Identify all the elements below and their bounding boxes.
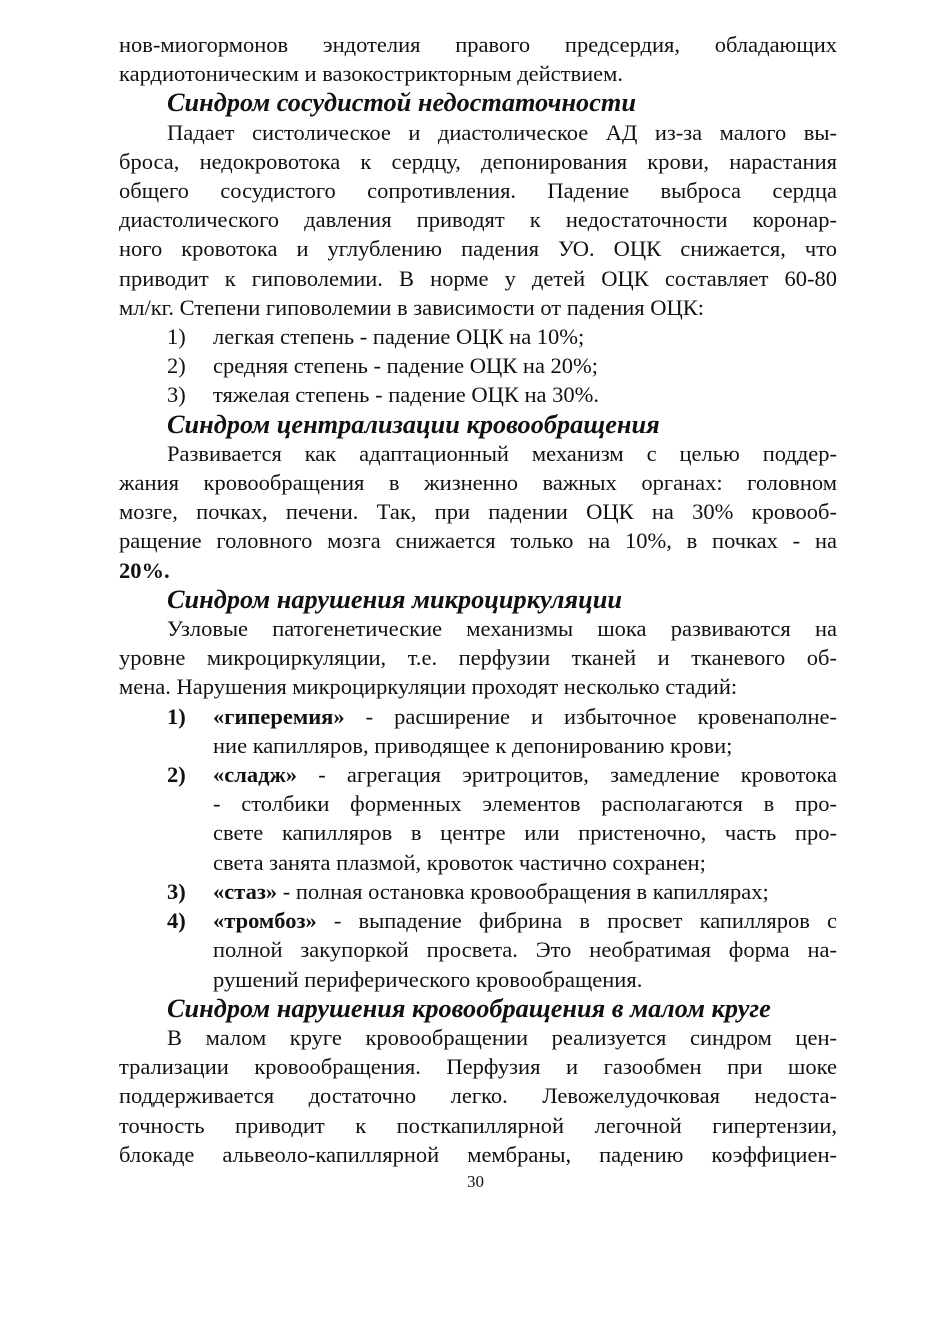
text-line: диастолического давления приводят к недостаточности коронар- [119, 207, 837, 233]
list-number: 2) [167, 762, 186, 788]
stage-text: - расширение и избыточное кровенаполне- [344, 703, 837, 729]
stage-text: - агрегация эритроцитов, замедление кровотока [297, 762, 837, 788]
text-line: мозге, почках, печени. Так, при падении ОЦК на 30% кровооб- [119, 499, 837, 525]
stage-term: «гиперемия» [213, 703, 345, 729]
hypovolemia-degree-list [119, 322, 837, 410]
section-heading-centralization: Синдром централизации кровообращения [167, 409, 660, 439]
stage-text: света занята плазмой, кровоток частично сохранен; [213, 849, 706, 875]
section-heading-pulmonary-circulation: Синдром нарушения кровообращения в малом круге [167, 993, 771, 1023]
stage-text: - выпадение фибрина в просвет капилляров с [316, 908, 837, 934]
text-line: броса, недокровотока к сердцу, депонирования крови, нарастания [119, 148, 837, 174]
stage-term: «тромбоз» [213, 908, 317, 934]
list-number: 2) [167, 353, 186, 379]
stage-text: полной закупоркой просвета. Это необратимая форма на- [213, 937, 837, 963]
list-number: 4) [167, 908, 186, 934]
page-body [119, 30, 837, 1169]
section-heading-microcirculation: Синдром нарушения микроциркуляции [167, 584, 622, 614]
list-text: тяжелая степень - падение ОЦК на 30%. [213, 382, 599, 408]
text-line: В малом круге кровообращении реализуется синдром цен- [167, 1024, 837, 1050]
list-number: 1) [167, 703, 186, 729]
stage-term: «сладж» [213, 762, 298, 788]
text-line: Падает систолическое и диастолическое АД из-за малого вы- [167, 119, 837, 145]
section-heading-vascular-insufficiency: Синдром сосудистой недостаточности [167, 88, 636, 118]
list-item [119, 322, 837, 351]
list-text: средняя степень - падение ОЦК на 20%; [213, 353, 599, 379]
list-item [119, 702, 837, 760]
section-paragraph [119, 614, 837, 702]
text-line [119, 556, 837, 585]
section-paragraph [119, 1023, 837, 1169]
bold-value: 20%. [119, 557, 170, 583]
stage-text: ние капилляров, приводящее к депонированию крови; [213, 732, 733, 758]
text-line: мена. Нарушения микроциркуляции проходят несколько стадий: [119, 674, 738, 700]
list-item [119, 877, 837, 906]
text-line: трализации кровообращения. Перфузия и газообмен при шоке [119, 1054, 837, 1080]
text-line: общего сосудистого сопротивления. Падение выброса сердца [119, 178, 837, 204]
text-line: жания кровообращения в жизненно важных органах: головном [119, 470, 837, 496]
text-line: приводит к гиповолемии. В норме у детей ОЦК составляет 60-80 [119, 265, 837, 291]
list-text: легкая степень - падение ОЦК на 10%; [213, 324, 585, 350]
stage-term: «стаз» [213, 878, 278, 904]
stage-text: - полная остановка кровообращения в капиллярах; [277, 878, 769, 904]
list-item [119, 906, 837, 994]
list-number: 1) [167, 324, 186, 350]
list-number: 3) [167, 382, 186, 408]
text-line: Развивается как адаптационный механизм с целью поддер- [167, 440, 837, 466]
text-line: нов-миогормонов эндотелия правого предсердия, обладающих [119, 32, 837, 57]
text-line: ращение головного мозга снижается только на 10%, в почках - на [119, 528, 837, 554]
section-paragraph [119, 118, 837, 322]
stage-text: - столбики форменных элементов располагаются в про- [213, 791, 837, 817]
text-line: точность приводит к посткапиллярной легочной гипертензии, [119, 1112, 837, 1138]
intro-paragraph [119, 30, 837, 88]
text-line: мл/кг. Степени гиповолемии в зависимости от падения ОЦК: [119, 294, 705, 320]
text-line: Узловые патогенетические механизмы шока развиваются на [167, 616, 837, 642]
text-line: поддерживается достаточно легко. Левожелудочковая недоста- [119, 1083, 837, 1109]
text-line: кардиотоническим и вазокострикторным действием. [119, 61, 623, 87]
section-paragraph [119, 439, 837, 585]
list-item [119, 351, 837, 380]
list-text [213, 877, 837, 906]
text-line: уровне микроциркуляции, т.е. перфузии тканей и тканевого об- [119, 645, 837, 671]
list-number: 3) [167, 878, 186, 904]
stage-text: рушений периферического кровообращения. [213, 966, 643, 992]
page-number: 30 [467, 1172, 484, 1191]
stage-text: свете капилляров в центре или пристеночно, часть про- [213, 820, 837, 846]
list-text [213, 760, 837, 877]
microcirculation-stage-list [119, 702, 837, 994]
text-line: блокаде альвеоло-капиллярной мембраны, падению коэффициен- [119, 1141, 837, 1167]
list-item [119, 760, 837, 877]
list-text [213, 906, 837, 994]
list-item [119, 380, 837, 409]
list-text [213, 702, 837, 760]
text-line: ного кровотока и углублению падения УО. ОЦК снижается, что [119, 236, 837, 262]
